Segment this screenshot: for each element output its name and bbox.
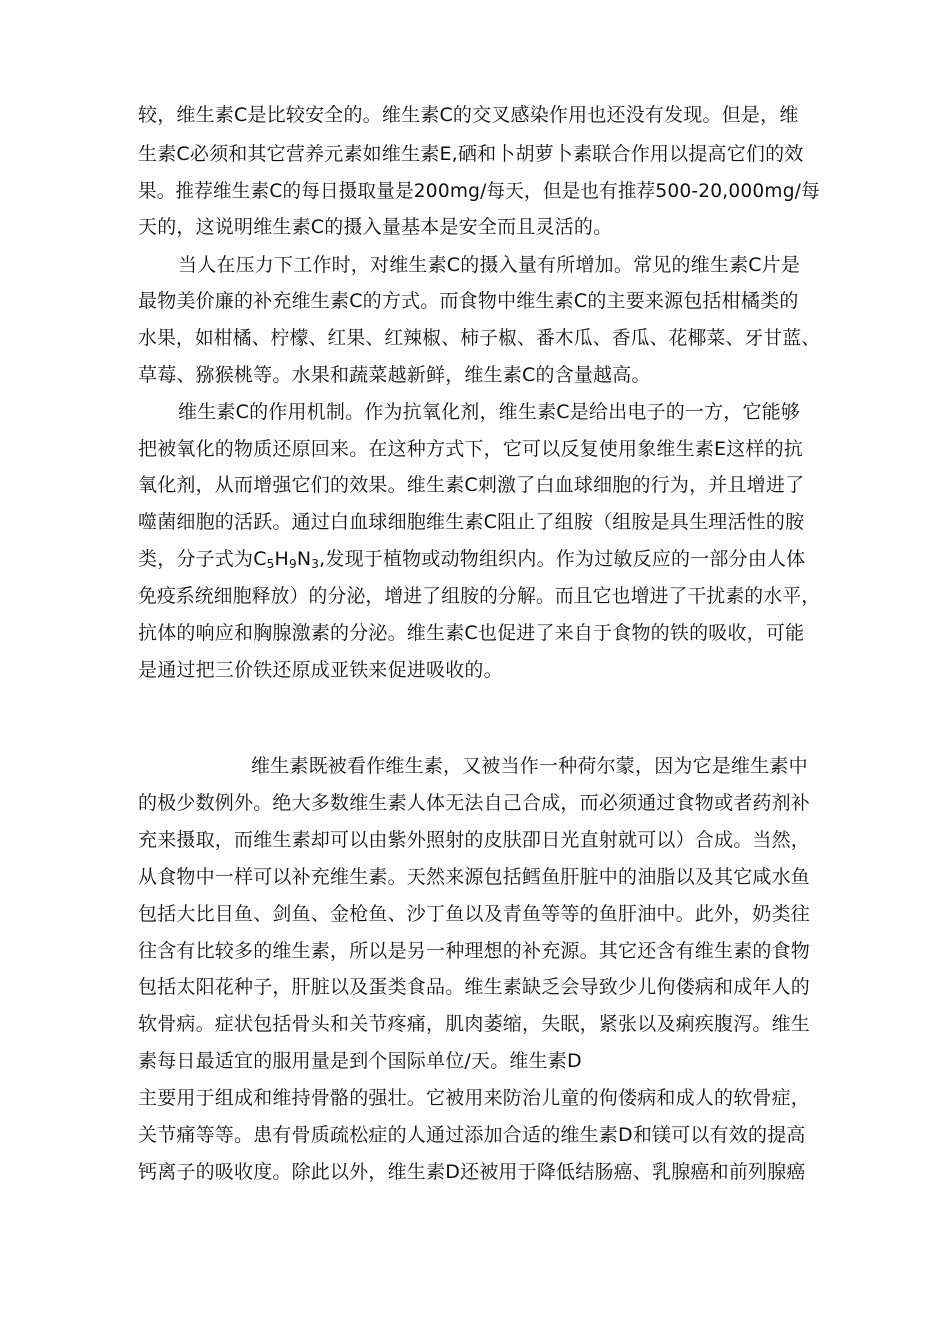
text-line: 最物美价廉的补充维生素C的方式。而食物中维生素C的主要来源包括柑橘类的 bbox=[138, 290, 799, 312]
text-line: 氧化剂，从而增强它们的效果。维生素C刺激了白血球细胞的行为，并且增进了 bbox=[138, 474, 805, 496]
text-line: 把被氧化的物质还原回来。在这种方式下，它可以反复使用象维生素E这样的抗 bbox=[138, 438, 804, 460]
text-line: 关节痛等等。患有骨质疏松症的人通过添加合适的维生素D和镁可以有效的提高 bbox=[138, 1124, 806, 1146]
text-line: 充来摄取，而维生素却可以由紫外照射的皮肤卲日光直射就可以）合成。当然， bbox=[138, 829, 811, 851]
text-line: 噬菌细胞的活跃。通过白血球细胞维生素C阻止了组胺（组胺是具生理活性的胺 bbox=[138, 511, 805, 533]
text-line: 天的，这说明维生素C的摄入量基本是安全而且灵活的。 bbox=[138, 216, 613, 238]
text-line: 维生素既被看作维生素，又被当作一种荷尔蒙，因为它是维生素中 bbox=[251, 755, 808, 777]
text-line: 包括大比目鱼、剑鱼、金枪鱼、沙丁鱼以及青鱼等等的鱼肝油中。此外，奶类往 bbox=[138, 903, 811, 925]
text-line: 免疫系统细胞释放）的分泌，增进了组胺的分解。而且它也增进了干扰素的水平， bbox=[138, 585, 821, 607]
text-segment: ,发现于植物或动物组织内。作为过敏反应的一部分由人体 bbox=[319, 548, 806, 570]
text-line: 包括太阳花种子，肝脏以及蛋类食品。维生素缺乏会导致少儿佝偻病和成年人的 bbox=[138, 976, 811, 998]
text-line: 素每日最适宜的服用量是到个国际单位/天。维生素D bbox=[138, 1050, 582, 1072]
text-line: 的极少数例外。绝大多数维生素人体无法自己合成，而必须通过食物或者药剂补 bbox=[138, 792, 811, 814]
text-line: 钙离子的吸收度。除此以外，维生素D还被用于降低结肠癌、乳腺癌和前列腺癌 bbox=[138, 1161, 806, 1183]
text-line: 当人在压力下工作时，对维生素C的摄入量有所增加。常见的维生素C片是 bbox=[178, 254, 801, 276]
chemical-formula: $C_5H_9N_3$ bbox=[253, 548, 320, 571]
text-line: 软骨病。症状包括骨头和关节疼痛，肌肉萎缩，失眠，紧张以及痢疾腹泻。维生 bbox=[138, 1013, 811, 1035]
text-line: 果。推荐维生素C的每日摄取量是200mg/每天，但是也有推荐500-20,000mg/每 bbox=[138, 180, 820, 202]
text-line: 水果，如柑橘、柠檬、红果、红辣椒、柿子椒、番木瓜、香瓜、花椰菜、牙甘蓝、 bbox=[138, 327, 821, 349]
text-line-with-formula bbox=[138, 544, 805, 574]
text-line: 维生素C的作用机制。作为抗氧化剂，维生素C是给出电子的一方，它能够 bbox=[178, 401, 801, 423]
text-line: 生素C必须和其它营养元素如维生素E,硒和卜胡萝卜素联合作用以提高它们的效 bbox=[138, 143, 804, 165]
text-segment: 类，分子式为 bbox=[138, 548, 254, 570]
text-line: 草莓、猕猴桃等。水果和蔬菜越新鲜，维生素C的含量越高。 bbox=[138, 364, 651, 386]
text-line: 抗体的响应和胸腺激素的分泌。维生素C也促进了来自于食物的铁的吸收，可能 bbox=[138, 622, 805, 644]
text-line: 往含有比较多的维生素，所以是另一种理想的补充源。其它还含有维生素的食物 bbox=[138, 940, 811, 962]
text-line: 主要用于组成和维持骨骼的强壮。它被用来防治儿童的佝偻病和成人的软骨症， bbox=[138, 1087, 811, 1109]
text-line: 从食物中一样可以补充维生素。天然来源包括鳕鱼肝脏中的油脂以及其它咸水鱼 bbox=[138, 866, 811, 888]
text-line: 是通过把三价铁还原成亚铁来促进吸收的。 bbox=[138, 659, 503, 681]
text-line: 较，维生素C是比较安全的。维生素C的交叉感染作用也还没有发现。但是，维 bbox=[138, 104, 799, 126]
